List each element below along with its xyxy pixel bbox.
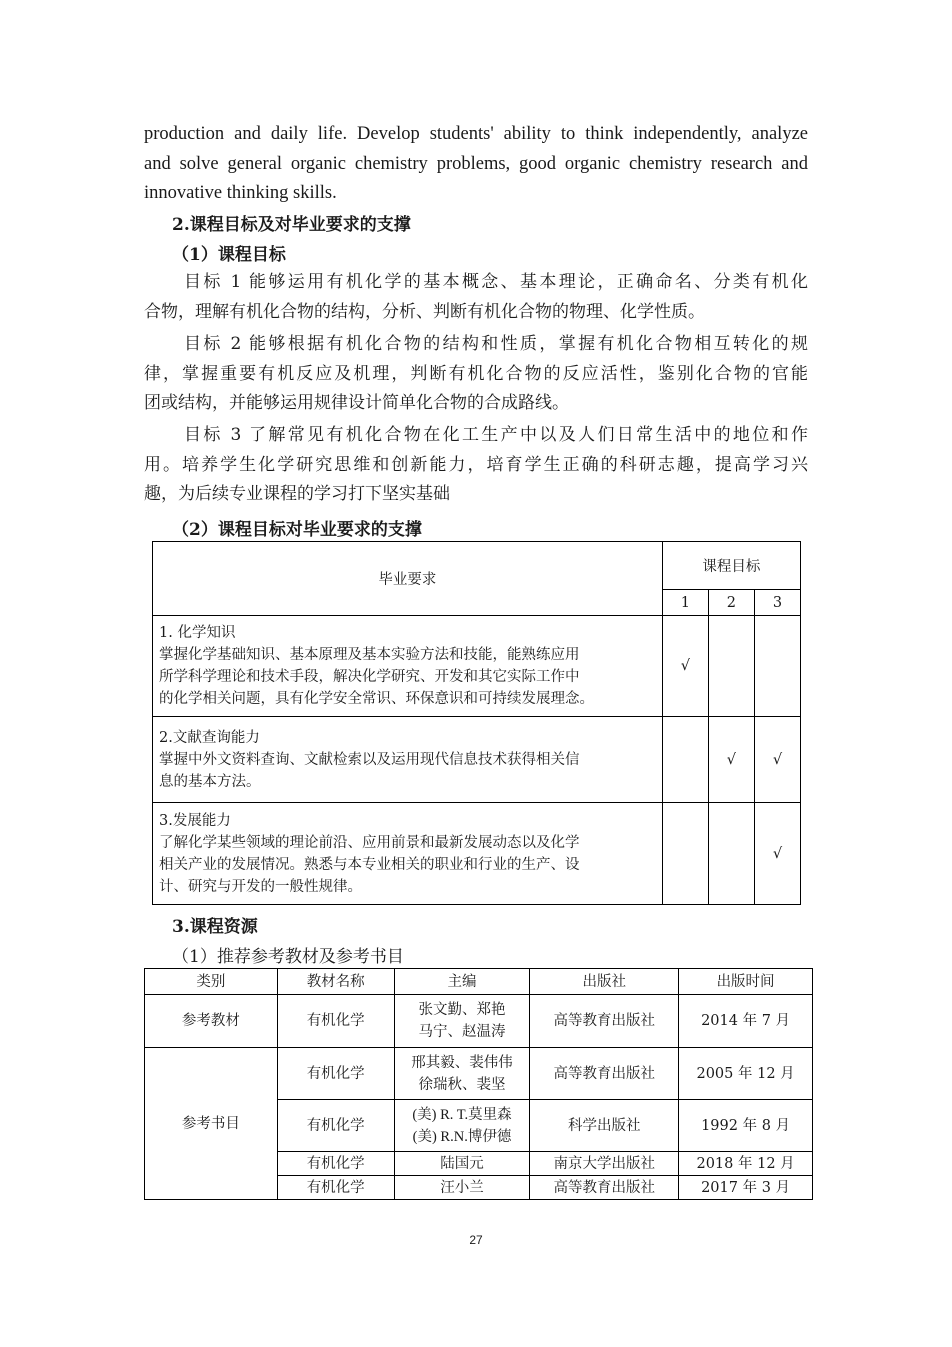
requirement-text: 掌握中外文资料查询、文献检索以及运用现代信息技术获得相关信 — [159, 751, 580, 768]
publisher: 高等教育出版社 — [530, 1176, 679, 1200]
sub2-heading: （2）课程目标对毕业要求的支撑 — [172, 520, 422, 540]
intro-line: innovative thinking skills. — [144, 183, 337, 203]
table-row — [153, 616, 801, 717]
pub-date: 2005 年 12 月 — [679, 1048, 813, 1100]
requirement-text: 所学科学理论和技术手段，解决化学研究、开发和其它实际工作中 — [159, 669, 580, 685]
column-header: 出版时间 — [679, 969, 813, 995]
publisher: 南京大学出版社 — [530, 1152, 679, 1176]
goal-number: 1 — [662, 590, 708, 616]
goal1-line: 合物，理解有机化合物的结构，分析、判断有机化合物的物理、化学性质。 — [144, 301, 705, 322]
intro-paragraph — [144, 120, 808, 209]
editors-cell: 汪小兰 — [394, 1176, 530, 1200]
requirement-text: 了解化学某些领域的理论前沿、应用前景和最新发展动态以及化学 — [159, 834, 580, 851]
editor-line: 马宁、赵温涛 — [418, 1024, 506, 1040]
pub-date: 2017 年 3 月 — [679, 1176, 813, 1200]
page-number: 27 — [469, 1233, 483, 1247]
category-cell: 参考教材 — [145, 995, 278, 1048]
goal2-line: 团或结构，并能够运用规律设计简单化合物的合成路线。 — [144, 393, 569, 413]
check-mark — [662, 717, 708, 803]
goal1-line: 目标 1 能够运用有机化学的基本概念、基本理论，正确命名、分类有机化 — [184, 272, 808, 292]
section2-heading: 2.课程目标及对毕业要求的支撑 — [172, 215, 411, 235]
goal3-paragraph — [144, 421, 808, 510]
publisher: 高等教育出版社 — [530, 1048, 679, 1100]
editor-line: (美) R. T.莫里森 — [412, 1106, 512, 1123]
check-mark: √ — [662, 616, 708, 717]
check-mark — [708, 803, 754, 905]
table-row — [145, 1048, 813, 1100]
requirement-text: 相关产业的发展情况。熟悉与本专业相关的职业和行业的生产、设 — [159, 856, 580, 873]
column-header: 教材名称 — [277, 969, 394, 995]
requirement-text: 掌握化学基础知识、基本原理及基本实验方法和技能，能熟练应用 — [159, 647, 580, 663]
check-mark: √ — [708, 717, 754, 803]
pub-date: 2018 年 12 月 — [679, 1152, 813, 1176]
requirement-text: 息的基本方法。 — [159, 773, 261, 790]
goal2-line: 目标 2 能够根据有机化合物的结构和性质，掌握有机化合物相互转化的规 — [184, 334, 808, 354]
requirement-text: 计、研究与开发的一般性规律。 — [159, 878, 362, 895]
check-mark — [754, 616, 800, 717]
editors-cell — [394, 1100, 530, 1152]
goal2-paragraph — [144, 330, 808, 419]
table-row — [153, 803, 801, 905]
pub-date: 1992 年 8 月 — [679, 1100, 813, 1152]
goal3-line: 趣，为后续专业课程的学习打下坚实基础 — [144, 484, 450, 504]
requirement-title: 2.文献查询能力 — [159, 729, 260, 746]
goal3-line: 目标 3 了解常见有机化合物在化工生产中以及人们日常生活中的地位和作 — [184, 425, 808, 445]
pub-date: 2014 年 7 月 — [679, 995, 813, 1048]
table-row — [145, 995, 813, 1048]
book-name: 有机化学 — [277, 1100, 394, 1152]
check-mark: √ — [754, 803, 800, 905]
requirement-text: 的化学相关问题，具有化学安全常识、环保意识和可持续发展理念。 — [159, 691, 594, 707]
requirement-title: 3.发展能力 — [159, 812, 231, 829]
requirement-cell — [153, 803, 663, 905]
sub1-heading: （1）课程目标 — [172, 245, 286, 265]
goal2-line: 律，掌握重要有机反应及机理，判断有机化合物的反应活性，鉴别化合物的官能 — [144, 363, 808, 384]
editor-line: 张文勤、郑艳 — [418, 1002, 506, 1018]
header-requirements: 毕业要求 — [153, 542, 663, 616]
check-mark — [708, 616, 754, 717]
section3-heading: 3.课程资源 — [172, 917, 258, 937]
requirement-title: 1. 化学知识 — [159, 625, 236, 641]
publisher: 科学出版社 — [530, 1100, 679, 1152]
book-name: 有机化学 — [277, 1152, 394, 1176]
goal-number: 2 — [708, 590, 754, 616]
publisher: 高等教育出版社 — [530, 995, 679, 1048]
goal-number: 3 — [754, 590, 800, 616]
header-course-goals: 课程目标 — [662, 542, 800, 590]
editors-cell — [394, 995, 530, 1048]
editor-line: 邢其毅、裴伟伟 — [411, 1054, 513, 1071]
table-header-row — [145, 969, 813, 995]
column-header: 类别 — [145, 969, 278, 995]
column-header: 出版社 — [530, 969, 679, 995]
goal1-paragraph — [144, 268, 808, 327]
category-cell: 参考书目 — [145, 1048, 278, 1200]
support-table — [152, 541, 801, 905]
editors-cell — [394, 1048, 530, 1100]
table-row — [153, 717, 801, 803]
check-mark — [662, 803, 708, 905]
requirement-cell — [153, 717, 663, 803]
book-name: 有机化学 — [277, 1176, 394, 1200]
sub3-heading: （1）推荐参考教材及参考书目 — [172, 947, 404, 967]
goal3-line: 用。培养学生化学研究思维和创新能力，培育学生正确的科研志趣，提高学习兴 — [144, 454, 808, 475]
books-table — [144, 968, 813, 1200]
editor-line: (美) R.N.博伊德 — [412, 1128, 512, 1145]
column-header: 主编 — [394, 969, 530, 995]
editor-line: 徐瑞秋、裴坚 — [418, 1076, 506, 1093]
editors-cell: 陆国元 — [394, 1152, 530, 1176]
check-mark: √ — [754, 717, 800, 803]
book-name: 有机化学 — [277, 995, 394, 1048]
requirement-cell — [153, 616, 663, 717]
intro-line: production and daily life. Develop students' ability to think independently, analyze — [144, 124, 808, 144]
intro-line: and solve general organic chemistry problems, good organic chemistry research and — [144, 153, 808, 174]
book-name: 有机化学 — [277, 1048, 394, 1100]
